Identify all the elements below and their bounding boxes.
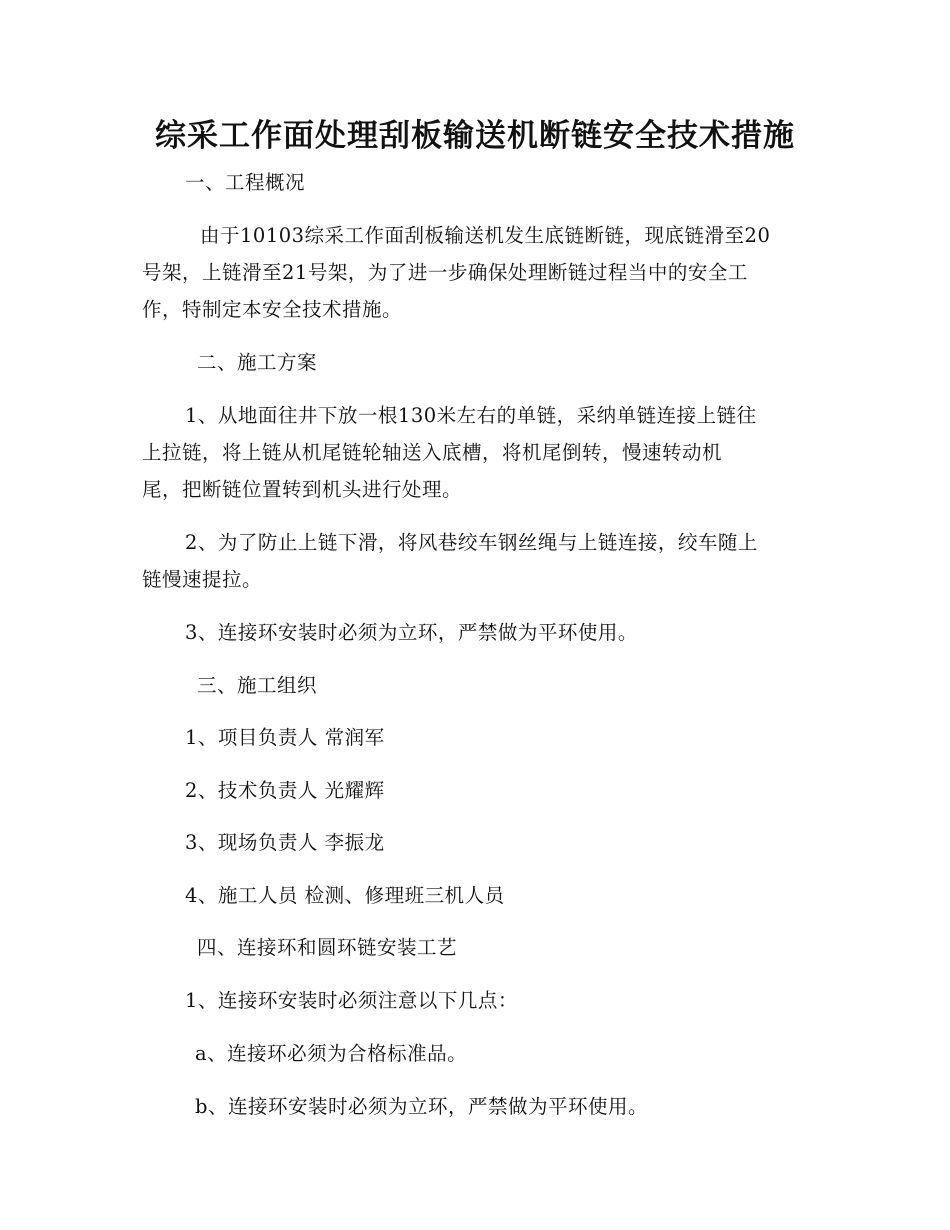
document-title: 综采工作面处理刮板输送机断链安全技术措施 [155,118,795,154]
paragraph-line: 作，特制定本安全技术措施。 [142,298,403,321]
paragraph-line: 尾，把断链位置转到机头进行处理。 [142,478,463,501]
list-item: 3、现场负责人 李振龙 [185,831,385,854]
paragraph-line: 3、连接环安装时必须为立环，严禁做为平环使用。 [185,621,638,644]
paragraph-line: 号架，上链滑至21号架，为了进一步确保处理断链过程当中的安全工 [142,261,748,284]
list-item: b、连接环安装时必须为立环，严禁做为平环使用。 [195,1095,648,1118]
list-item: 4、施工人员 检测、修理班三机人员 [185,884,505,907]
paragraph-line: 2、为了防止上链下滑，将风巷绞车钢丝绳与上链连接，绞车随上 [185,531,758,554]
section-heading-process: 四、连接环和圆环链安装工艺 [197,936,458,959]
paragraph-line: 链慢速提拉。 [142,568,263,591]
list-item: 1、项目负责人 常润军 [185,726,385,749]
paragraph-line: 1、连接环安装时必须注意以下几点： [185,989,518,1012]
section-heading-overview: 一、工程概况 [185,171,306,194]
section-heading-organization: 三、施工组织 [197,674,318,697]
section-heading-plan: 二、施工方案 [197,351,318,374]
list-item: a、连接环必须为合格标准品。 [195,1042,468,1065]
list-item: 2、技术负责人 光耀辉 [185,779,385,802]
paragraph-line: 1、从地面往井下放一根130米左右的单链，采纳单链连接上链往 [185,404,757,427]
paragraph-line: 由于10103综采工作面刮板输送机发生底链断链，现底链滑至20 [200,224,771,247]
paragraph-line: 上拉链，将上链从机尾链轮轴送入底槽，将机尾倒转，慢速转动机 [142,441,723,464]
